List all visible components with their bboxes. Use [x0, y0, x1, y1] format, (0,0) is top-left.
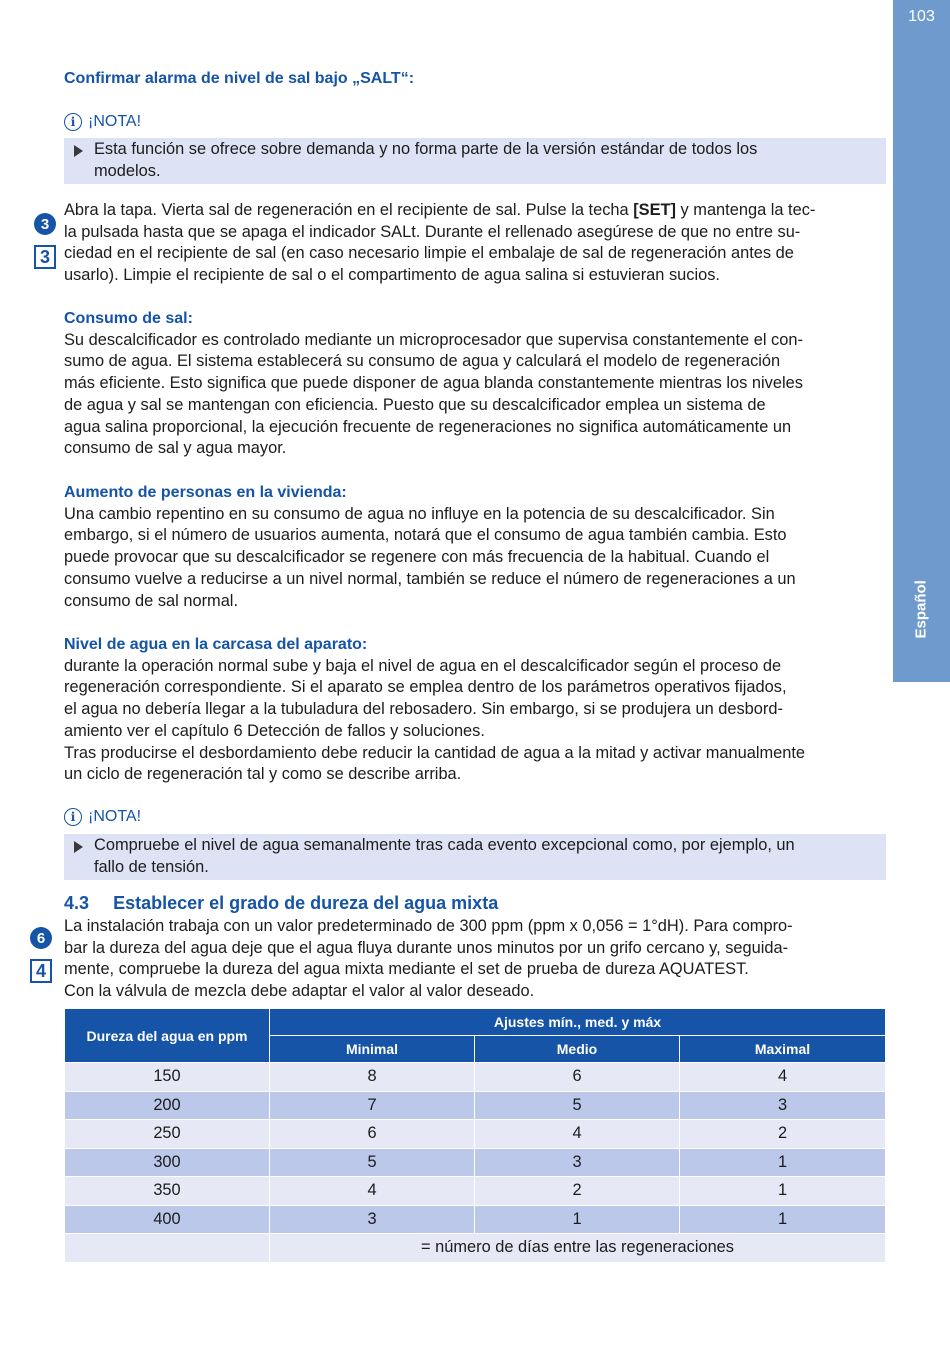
body-line: mente, compruebe la dureza del agua mixta mediante el set de prueba de dureza AQUATEST. [64, 960, 749, 979]
table-cell: 6 [270, 1120, 475, 1149]
table-cell: 2 [475, 1177, 680, 1206]
body-line: un ciclo de regeneración tal y como se describe arriba. [64, 765, 462, 784]
note-title [64, 113, 141, 131]
table-cell: 4 [475, 1120, 680, 1149]
body-line: más eficiente. Esto significa que puede disponer de agua blanda constantemente mientras los niveles [64, 374, 803, 393]
table-cell: 300 [65, 1148, 270, 1177]
table-cell: 350 [65, 1177, 270, 1206]
body-line: el agua no debería llegar a la tubuladura del rebosadero. Sin embargo, si se produjera un desbord- [64, 700, 783, 719]
note-box [64, 138, 886, 184]
note-title-text: ¡NOTA! [88, 113, 142, 130]
table-cell: 3 [680, 1091, 886, 1120]
info-icon: i [64, 113, 82, 131]
table-cell: 150 [65, 1063, 270, 1092]
table-cell: 4 [680, 1063, 886, 1092]
section-number: 4.3 [64, 893, 90, 913]
table-cell: 1 [680, 1205, 886, 1234]
table-header-group: Ajustes mín., med. y máx [270, 1009, 886, 1036]
note-line: Esta función se ofrece sobre demanda y no forma parte de la versión estándar de todos los [94, 140, 758, 158]
body-line: consumo vuelve a reducirse a un nivel normal, también se reduce el número de regeneraciones a un [64, 569, 796, 588]
section-title [64, 893, 498, 914]
salt-consumption-heading: Consumo de sal: [64, 310, 193, 327]
triangle-bullet-icon [74, 145, 83, 157]
table-cell: 8 [270, 1063, 475, 1092]
table-cell: 5 [475, 1091, 680, 1120]
table-cell: 400 [65, 1205, 270, 1234]
salt-alarm-body [64, 200, 886, 287]
step-circle-marker: 3 [34, 213, 56, 235]
body-line: Tras producirse el desbordamiento debe reducir la cantidad de agua a la mitad y activar manualmente [64, 743, 806, 762]
table-header-medio: Medio [475, 1036, 680, 1063]
step-circle-marker: 6 [30, 927, 52, 949]
table-header-hardness: Dureza del agua en ppm [65, 1009, 270, 1063]
body-line: Con la válvula de mezcla debe adaptar el valor al valor deseado. [64, 982, 535, 1001]
body-line: agua salina proporcional, la ejecución frecuente de regeneraciones no significa automáticamente un [64, 417, 792, 436]
table-footer-row [65, 1234, 886, 1263]
table-cell: 1 [680, 1148, 886, 1177]
table-cell: 4 [270, 1177, 475, 1206]
section-title-text: Establecer el grado de dureza del agua mixta [113, 893, 499, 913]
body-line: embargo, si el número de usuarios aumenta, notará que el consumo de agua también cambia. Esto [64, 526, 787, 545]
body-line: la pulsada hasta que se apaga el indicador SALt. Durante el rellenado asegúrese de que no entre su- [64, 222, 801, 241]
body-line: bar la dureza del agua deje que el agua fluya durante unos minutos por un grifo cercano y, seguida- [64, 938, 789, 957]
step-square-marker: 3 [34, 245, 56, 269]
body-line: Abra la tapa. Vierta sal de regeneración en el recipiente de sal. Pulse la techa [SET] y mantenga la tec- [64, 201, 816, 219]
table-cell: 3 [270, 1205, 475, 1234]
table-row [65, 1063, 886, 1092]
water-level-section [64, 634, 886, 786]
body-line: ciedad en el recipiente de sal (en caso necesario limpie el embalaje de sal de regeneración antes de [64, 244, 794, 263]
body-line: regeneración correspondiente. Si el aparato se emplea dentro de los parámetros operativos fijados, [64, 678, 787, 697]
body-line: sumo de agua. El sistema establecerá su consumo de agua y calculará el modelo de regeneración [64, 352, 781, 371]
body-line: Una cambio repentino en su consumo de agua no influye en la potencia de su descalcificador. Sin [64, 504, 775, 523]
set-key-label: [SET] [633, 201, 676, 219]
note-box [64, 834, 886, 880]
more-people-heading: Aumento de personas en la vivienda: [64, 484, 347, 501]
table-cell: 3 [475, 1148, 680, 1177]
table-cell: 5 [270, 1148, 475, 1177]
table-header-minimal: Minimal [270, 1036, 475, 1063]
body-line: Su descalcificador es controlado mediante un microprocesador que supervisa constantemente el con- [64, 330, 803, 349]
table-cell: 6 [475, 1063, 680, 1092]
salt-consumption-section [64, 308, 886, 460]
table-header-maximal: Maximal [680, 1036, 886, 1063]
table-cell: 2 [680, 1120, 886, 1149]
table-row [65, 1091, 886, 1120]
note-title [64, 808, 141, 826]
table-cell: 200 [65, 1091, 270, 1120]
body-line: de agua y sal se mantengan con eficiencia. Puesto que su descalcificador emplea un sistema de [64, 395, 766, 414]
body-line: amiento ver el capítulo 6 Detección de fallos y soluciones. [64, 721, 485, 740]
table-cell-empty [65, 1234, 270, 1263]
table-row [65, 1205, 886, 1234]
table-row [65, 1148, 886, 1177]
body-line: consumo de sal normal. [64, 591, 239, 610]
table-cell: 1 [680, 1177, 886, 1206]
body-line: durante la operación normal sube y baja el nivel de agua en el descalcificador según el proceso de [64, 656, 782, 675]
body-line: consumo de sal y agua mayor. [64, 439, 287, 458]
table-cell: 1 [475, 1205, 680, 1234]
salt-alarm-heading: Confirmar alarma de nivel de sal bajo „SALT“: [64, 70, 415, 87]
body-line: usarlo). Limpie el recipiente de sal o el compartimento de agua salina si estuvieran sucios. [64, 266, 720, 285]
table-cell: 7 [270, 1091, 475, 1120]
body-line: puede provocar que su descalcificador se regenere con más frecuencia de la habitual. Cuando el [64, 548, 770, 567]
more-people-section [64, 482, 886, 612]
table-row [65, 1120, 886, 1149]
info-icon: i [64, 808, 82, 826]
triangle-bullet-icon [74, 841, 83, 853]
table-cell: 250 [65, 1120, 270, 1149]
hardness-table [64, 1008, 886, 1263]
table-row [65, 1177, 886, 1206]
table-footer-note: = número de días entre las regeneraciones [270, 1234, 886, 1263]
water-level-heading: Nivel de agua en la carcasa del aparato: [64, 636, 368, 653]
note-line: modelos. [94, 161, 161, 180]
body-line: La instalación trabaja con un valor predeterminado de 300 ppm (ppm x 0,056 = 1°dH). Para compro- [64, 917, 793, 935]
hardness-body [64, 916, 886, 1003]
language-tab: Español [912, 580, 930, 639]
note-title-text: ¡NOTA! [88, 808, 142, 825]
note-line: Compruebe el nivel de agua semanalmente tras cada evento excepcional como, por ejemplo, un [94, 836, 795, 854]
page-number: 103 [908, 8, 935, 25]
note-line: fallo de tensión. [94, 857, 209, 876]
step-square-marker: 4 [30, 959, 52, 983]
